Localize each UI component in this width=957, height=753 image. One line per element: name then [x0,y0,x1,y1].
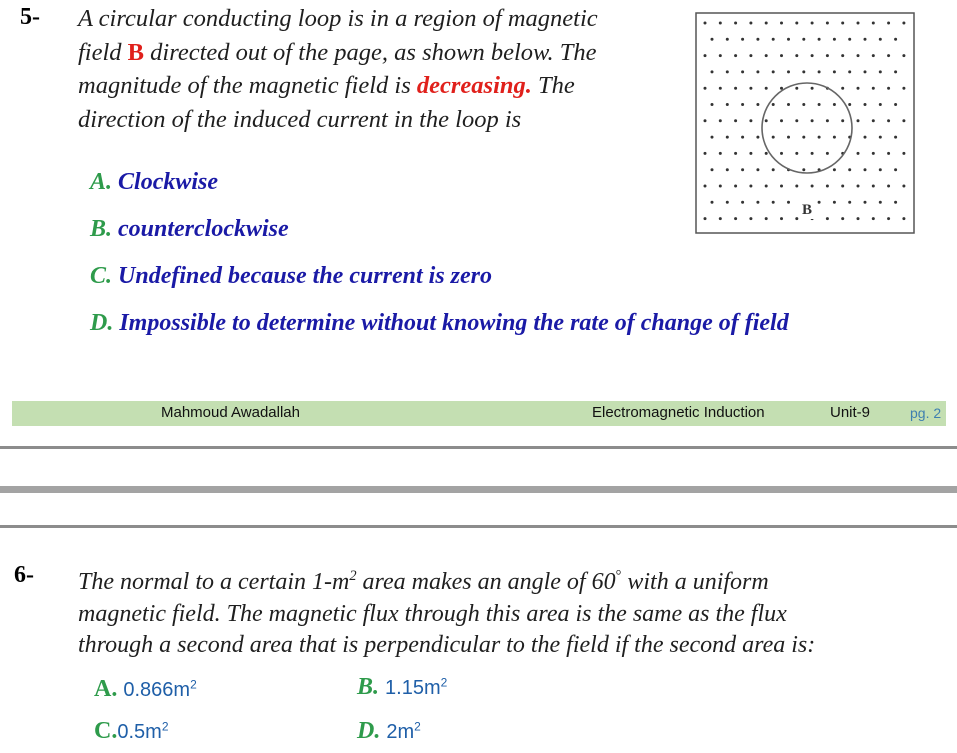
field-dot [765,119,768,122]
field-dot [734,152,737,155]
field-dot [818,201,821,204]
field-dot [802,168,805,171]
field-dot [894,201,897,204]
field-dot [902,119,905,122]
field-dot [902,217,905,220]
field-dot [711,136,714,139]
field-dot [872,54,875,57]
field-dot [704,22,707,25]
field-dot [704,54,707,57]
field-dot [872,119,875,122]
field-dot [879,103,882,106]
decreasing-keyword: decreasing. [416,72,532,99]
q5-option-c[interactable]: C. Undefined because the current is zero [90,263,493,289]
field-dot [704,87,707,90]
field-dot [787,136,790,139]
field-dot [864,136,867,139]
field-dot [711,70,714,73]
field-dot [864,103,867,106]
field-dot [787,70,790,73]
field-dot [795,54,798,57]
field-dot [894,70,897,73]
field-dot [826,217,829,220]
q5-option-b[interactable]: B. counterclockwise [90,216,289,242]
field-dot [719,22,722,25]
field-dot [818,70,821,73]
field-dot [734,185,737,188]
question-5-number: 5- [20,4,40,30]
field-dot [894,168,897,171]
field-dot [864,201,867,204]
field-dot [795,87,798,90]
field-dot [826,152,829,155]
field-dot [826,119,829,122]
field-dot [894,103,897,106]
field-dot [780,152,783,155]
field-dot [734,119,737,122]
field-dot [749,217,752,220]
field-dot [894,136,897,139]
field-dot [756,103,759,106]
field-dot [780,22,783,25]
field-dot [756,38,759,41]
field-dot [902,185,905,188]
field-dot [795,185,798,188]
page-divider-top [0,446,957,449]
field-dot [787,103,790,106]
field-dot [749,185,752,188]
field-dot [857,217,860,220]
q6-line-3: through a second area that is perpendicular to the field if the second area is: [78,632,816,658]
field-dot [857,54,860,57]
field-dot [864,70,867,73]
field-dot [726,38,729,41]
field-dot [780,87,783,90]
field-dot [795,119,798,122]
field-dot [848,168,851,171]
field-dot [826,185,829,188]
field-dot [902,22,905,25]
field-dot [772,70,775,73]
field-dot [704,185,707,188]
q5-option-d[interactable]: D. Impossible to determine without knowing the rate of change of field [90,310,789,336]
field-dot [734,54,737,57]
field-dot [719,119,722,122]
field-dot [902,87,905,90]
field-dot [726,103,729,106]
field-dot [841,217,844,220]
field-dot [848,70,851,73]
question-6-number: 6- [14,562,34,588]
q5-option-a[interactable]: A. Clockwise [90,169,219,195]
field-symbol-b: B [127,38,145,66]
field-dot [719,185,722,188]
q6-line-2: magnetic field. The magnetic flux through this area is the same as the flux [78,600,787,627]
q6-option-c[interactable]: $C.0.5m^2$ [94,718,169,744]
field-dot [711,168,714,171]
field-dot [902,54,905,57]
field-dot [780,54,783,57]
q5-line-2: field B directed out of the page, as shown below. The [78,38,597,66]
field-dot [879,201,882,204]
magnetic-field-figure [695,12,915,234]
field-dot [848,38,851,41]
field-dot [765,54,768,57]
field-dot [726,70,729,73]
footer-band [12,401,946,426]
field-dot [902,152,905,155]
field-dot [887,54,890,57]
field-dot [802,70,805,73]
field-dot [741,136,744,139]
field-dot [795,152,798,155]
field-dot [833,201,836,204]
field-dot [741,38,744,41]
field-dot [741,70,744,73]
q6-option-a[interactable]: A. $0.866m^2$ [94,676,197,702]
field-dot [833,38,836,41]
field-dot [879,70,882,73]
page-divider-gap [0,486,957,493]
field-dot [857,119,860,122]
field-dot [734,87,737,90]
field-dot [741,103,744,106]
footer-unit: Unit-9 [830,404,871,421]
field-dot [772,103,775,106]
field-dot [780,119,783,122]
field-dot [734,217,737,220]
field-dot [749,22,752,25]
field-dot [857,152,860,155]
field-dot [894,38,897,41]
footer-author: Mahmoud Awadallah [161,404,300,421]
field-dot [719,152,722,155]
field-dot [841,119,844,122]
question-6-text [78,561,948,662]
field-dot [765,87,768,90]
page-divider-bottom [0,525,957,528]
field-dot [749,119,752,122]
field-dot [711,38,714,41]
field-dot [879,38,882,41]
q5-line-4: direction of the induced current in the loop is [78,105,522,133]
field-dot [719,87,722,90]
field-dot [756,70,759,73]
field-dot [765,185,768,188]
q5-line-1: A circular conducting loop is in a region of magnetic [78,5,598,32]
field-dot [833,136,836,139]
field-dot [833,103,836,106]
footer-page-number: pg. 2 [910,405,942,421]
field-dot [811,119,814,122]
field-dot [872,87,875,90]
field-dot [818,136,821,139]
field-dot [872,152,875,155]
field-dot [872,22,875,25]
field-dot [741,168,744,171]
field-dot [811,87,814,90]
field-dot [756,168,759,171]
field-dot [811,54,814,57]
field-dot [795,217,798,220]
field-dot [833,70,836,73]
field-dot [741,201,744,204]
field-dot [872,185,875,188]
field-dot [772,201,775,204]
q6-option-d[interactable]: D. $2m^2$ [357,718,421,744]
q5-line-3: magnitude of the magnetic field is decreasing. The [78,72,575,99]
field-dot [772,136,775,139]
field-dot [833,168,836,171]
field-dot [711,201,714,204]
field-dot [857,185,860,188]
field-dot [848,103,851,106]
q6-option-b[interactable]: B. $1.15m^2$ [357,674,448,700]
field-dot [818,38,821,41]
field-dot [826,22,829,25]
field-dot [780,217,783,220]
field-dot [749,152,752,155]
field-dot [756,201,759,204]
field-dot [765,217,768,220]
field-dot [787,201,790,204]
field-dot [841,185,844,188]
field-dot [765,152,768,155]
field-dot [848,201,851,204]
field-dot [887,119,890,122]
field-dot [864,38,867,41]
field-dot [841,22,844,25]
field-label-b: B [801,202,813,218]
field-dot [826,54,829,57]
footer-topic: Electromagnetic Induction [592,404,765,421]
field-dot [841,54,844,57]
field-dot [811,152,814,155]
field-dot [704,119,707,122]
field-dot [780,185,783,188]
field-dot [879,136,882,139]
field-dot [811,22,814,25]
field-dot [802,38,805,41]
field-dot [787,38,790,41]
field-dot [864,168,867,171]
field-dot [704,152,707,155]
field-dot [811,185,814,188]
field-dot [726,201,729,204]
field-dot [772,38,775,41]
field-dot [795,22,798,25]
field-dot [734,22,737,25]
field-dot [887,87,890,90]
field-dot [772,168,775,171]
field-dot [711,103,714,106]
field-dot [802,136,805,139]
field-dot [818,103,821,106]
q6-line-1: The normal to a certain $1-m^2$ area makes an angle of 60° with a uniform [78,568,769,595]
field-dot [749,87,752,90]
field-dot [704,217,707,220]
field-dot [749,54,752,57]
field-dot [756,136,759,139]
field-dot [887,22,890,25]
field-dot [719,217,722,220]
field-dot [857,22,860,25]
field-dot [879,168,882,171]
field-dot [872,217,875,220]
field-dot [726,136,729,139]
field-dot [887,217,890,220]
field-dot [857,87,860,90]
field-dot [802,103,805,106]
field-diagram-svg [695,12,915,234]
field-dot [841,87,844,90]
field-dot [719,54,722,57]
question-5-text [78,2,678,136]
field-dot [765,22,768,25]
field-dot [887,152,890,155]
field-dot [887,185,890,188]
field-dot [726,168,729,171]
